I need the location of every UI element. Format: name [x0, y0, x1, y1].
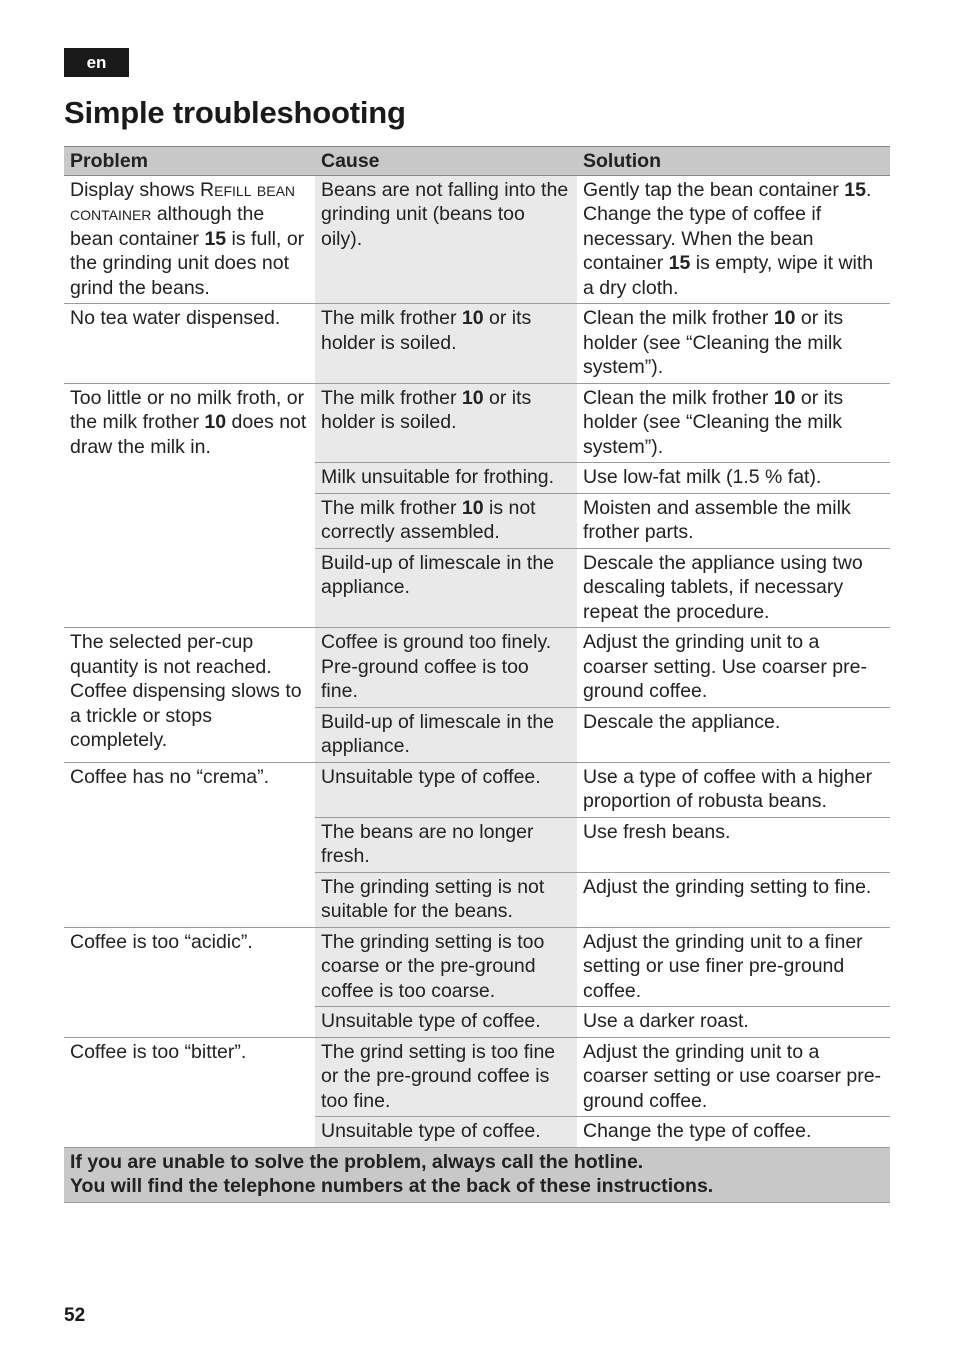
item-ref-number: 10	[461, 307, 484, 329]
table-row	[64, 628, 890, 708]
solution-cell: Clean the milk frother 10 or its holder (see “Cleaning the milk system”).	[577, 383, 890, 463]
table-row	[64, 1037, 890, 1117]
item-ref-number: 10	[204, 411, 227, 433]
solution-cell: Use a darker roast.	[577, 1007, 890, 1038]
solution-cell: Use a type of coffee with a higher proportion of robusta beans.	[577, 762, 890, 817]
cause-cell: The grinding setting is not suitable for the beans.	[315, 872, 577, 927]
solution-cell: Clean the milk frother 10 or its holder (see “Cleaning the milk system”).	[577, 304, 890, 384]
solution-cell: Use low-fat milk (1.5 % fat).	[577, 463, 890, 494]
item-ref-number: 10	[461, 496, 484, 519]
cause-cell: The grind setting is too fine or the pre-ground coffee is too fine.	[315, 1037, 577, 1117]
solution-cell: Adjust the grinding unit to a coarser setting. Use coarser pre-ground coffee.	[577, 628, 890, 708]
solution-cell: Moisten and assemble the milk frother parts.	[577, 493, 890, 548]
language-tag: en	[64, 48, 129, 77]
hotline-note-line: You will find the telephone numbers at the back of these instructions.	[70, 1175, 714, 1197]
troubleshooting-table	[64, 146, 890, 1203]
cause-cell: The beans are no longer fresh.	[315, 817, 577, 872]
cause-cell: Beans are not falling into the grinding unit (beans too oily).	[315, 175, 577, 304]
cause-cell: Unsuitable type of coffee.	[315, 1007, 577, 1038]
cause-cell: The milk frother 10 or its holder is soiled.	[315, 304, 577, 384]
page-number: 52	[64, 1305, 86, 1326]
problem-cell: Coffee is too “bitter”.	[64, 1037, 315, 1147]
item-ref-number: 15	[844, 178, 866, 201]
table-row	[64, 927, 890, 1007]
problem-cell: No tea water dispensed.	[64, 304, 315, 384]
cause-cell: Build-up of limescale in the appliance.	[315, 548, 577, 628]
page-title: Simple troubleshooting	[64, 95, 406, 130]
hotline-note-line: If you are unable to solve the problem, always call the hotline.	[70, 1150, 644, 1173]
table-body	[64, 175, 890, 1147]
problem-cell: Coffee is too “acidic”.	[64, 927, 315, 1037]
solution-cell: Adjust the grinding setting to fine.	[577, 872, 890, 927]
hotline-note	[64, 1147, 890, 1202]
problem-cell: Too little or no milk froth, or the milk frother 10 does not draw the milk in.	[64, 383, 315, 628]
solution-cell: Use fresh beans.	[577, 817, 890, 872]
display-message: Refill bean container	[70, 178, 296, 225]
header-problem: Problem	[64, 147, 315, 176]
solution-cell: Adjust the grinding unit to a finer setting or use finer pre-ground coffee.	[577, 927, 890, 1007]
problem-cell: The selected per-cup quantity is not reached. Coffee dispensing slows to a trickle or stops completely.	[64, 628, 315, 763]
header-solution: Solution	[577, 147, 890, 176]
table-header-row	[64, 147, 890, 176]
solution-cell: Adjust the grinding unit to a coarser setting or use coarser pre-ground coffee.	[577, 1037, 890, 1117]
cause-cell: The grinding setting is too coarse or the pre-ground coffee is too coarse.	[315, 927, 577, 1007]
item-ref-number: 15	[204, 227, 227, 250]
problem-cell: Coffee has no “crema”.	[64, 762, 315, 927]
solution-cell: Descale the appliance using two descaling tablets, if necessary repeat the procedure.	[577, 548, 890, 628]
cause-cell: The milk frother 10 is not correctly assembled.	[315, 493, 577, 548]
table-footer-row	[64, 1147, 890, 1202]
cause-cell: The milk frother 10 or its holder is soiled.	[315, 383, 577, 463]
solution-cell: Descale the appliance.	[577, 707, 890, 762]
cause-cell: Coffee is ground too finely. Pre-ground coffee is too fine.	[315, 628, 577, 708]
item-ref-number: 15	[668, 252, 691, 274]
cause-cell: Unsuitable type of coffee.	[315, 1117, 577, 1148]
solution-cell: Change the type of coffee.	[577, 1117, 890, 1148]
solution-cell: Gently tap the bean container 15. Change the type of coffee if necessary. When the bean container 15 is empty, wipe it with a dry cloth.	[577, 175, 890, 304]
problem-cell: Display shows Refill bean container although the bean container 15 is full, or the grinding unit does not grind the beans.	[64, 175, 315, 304]
cause-cell: Milk unsuitable for frothing.	[315, 463, 577, 494]
header-cause: Cause	[315, 147, 577, 176]
table-row	[64, 175, 890, 304]
table-row	[64, 762, 890, 817]
item-ref-number: 10	[773, 307, 796, 329]
cause-cell: Unsuitable type of coffee.	[315, 762, 577, 817]
item-ref-number: 10	[461, 386, 484, 409]
table-row	[64, 383, 890, 463]
table-row	[64, 304, 890, 384]
item-ref-number: 10	[773, 386, 796, 409]
cause-cell: Build-up of limescale in the appliance.	[315, 707, 577, 762]
